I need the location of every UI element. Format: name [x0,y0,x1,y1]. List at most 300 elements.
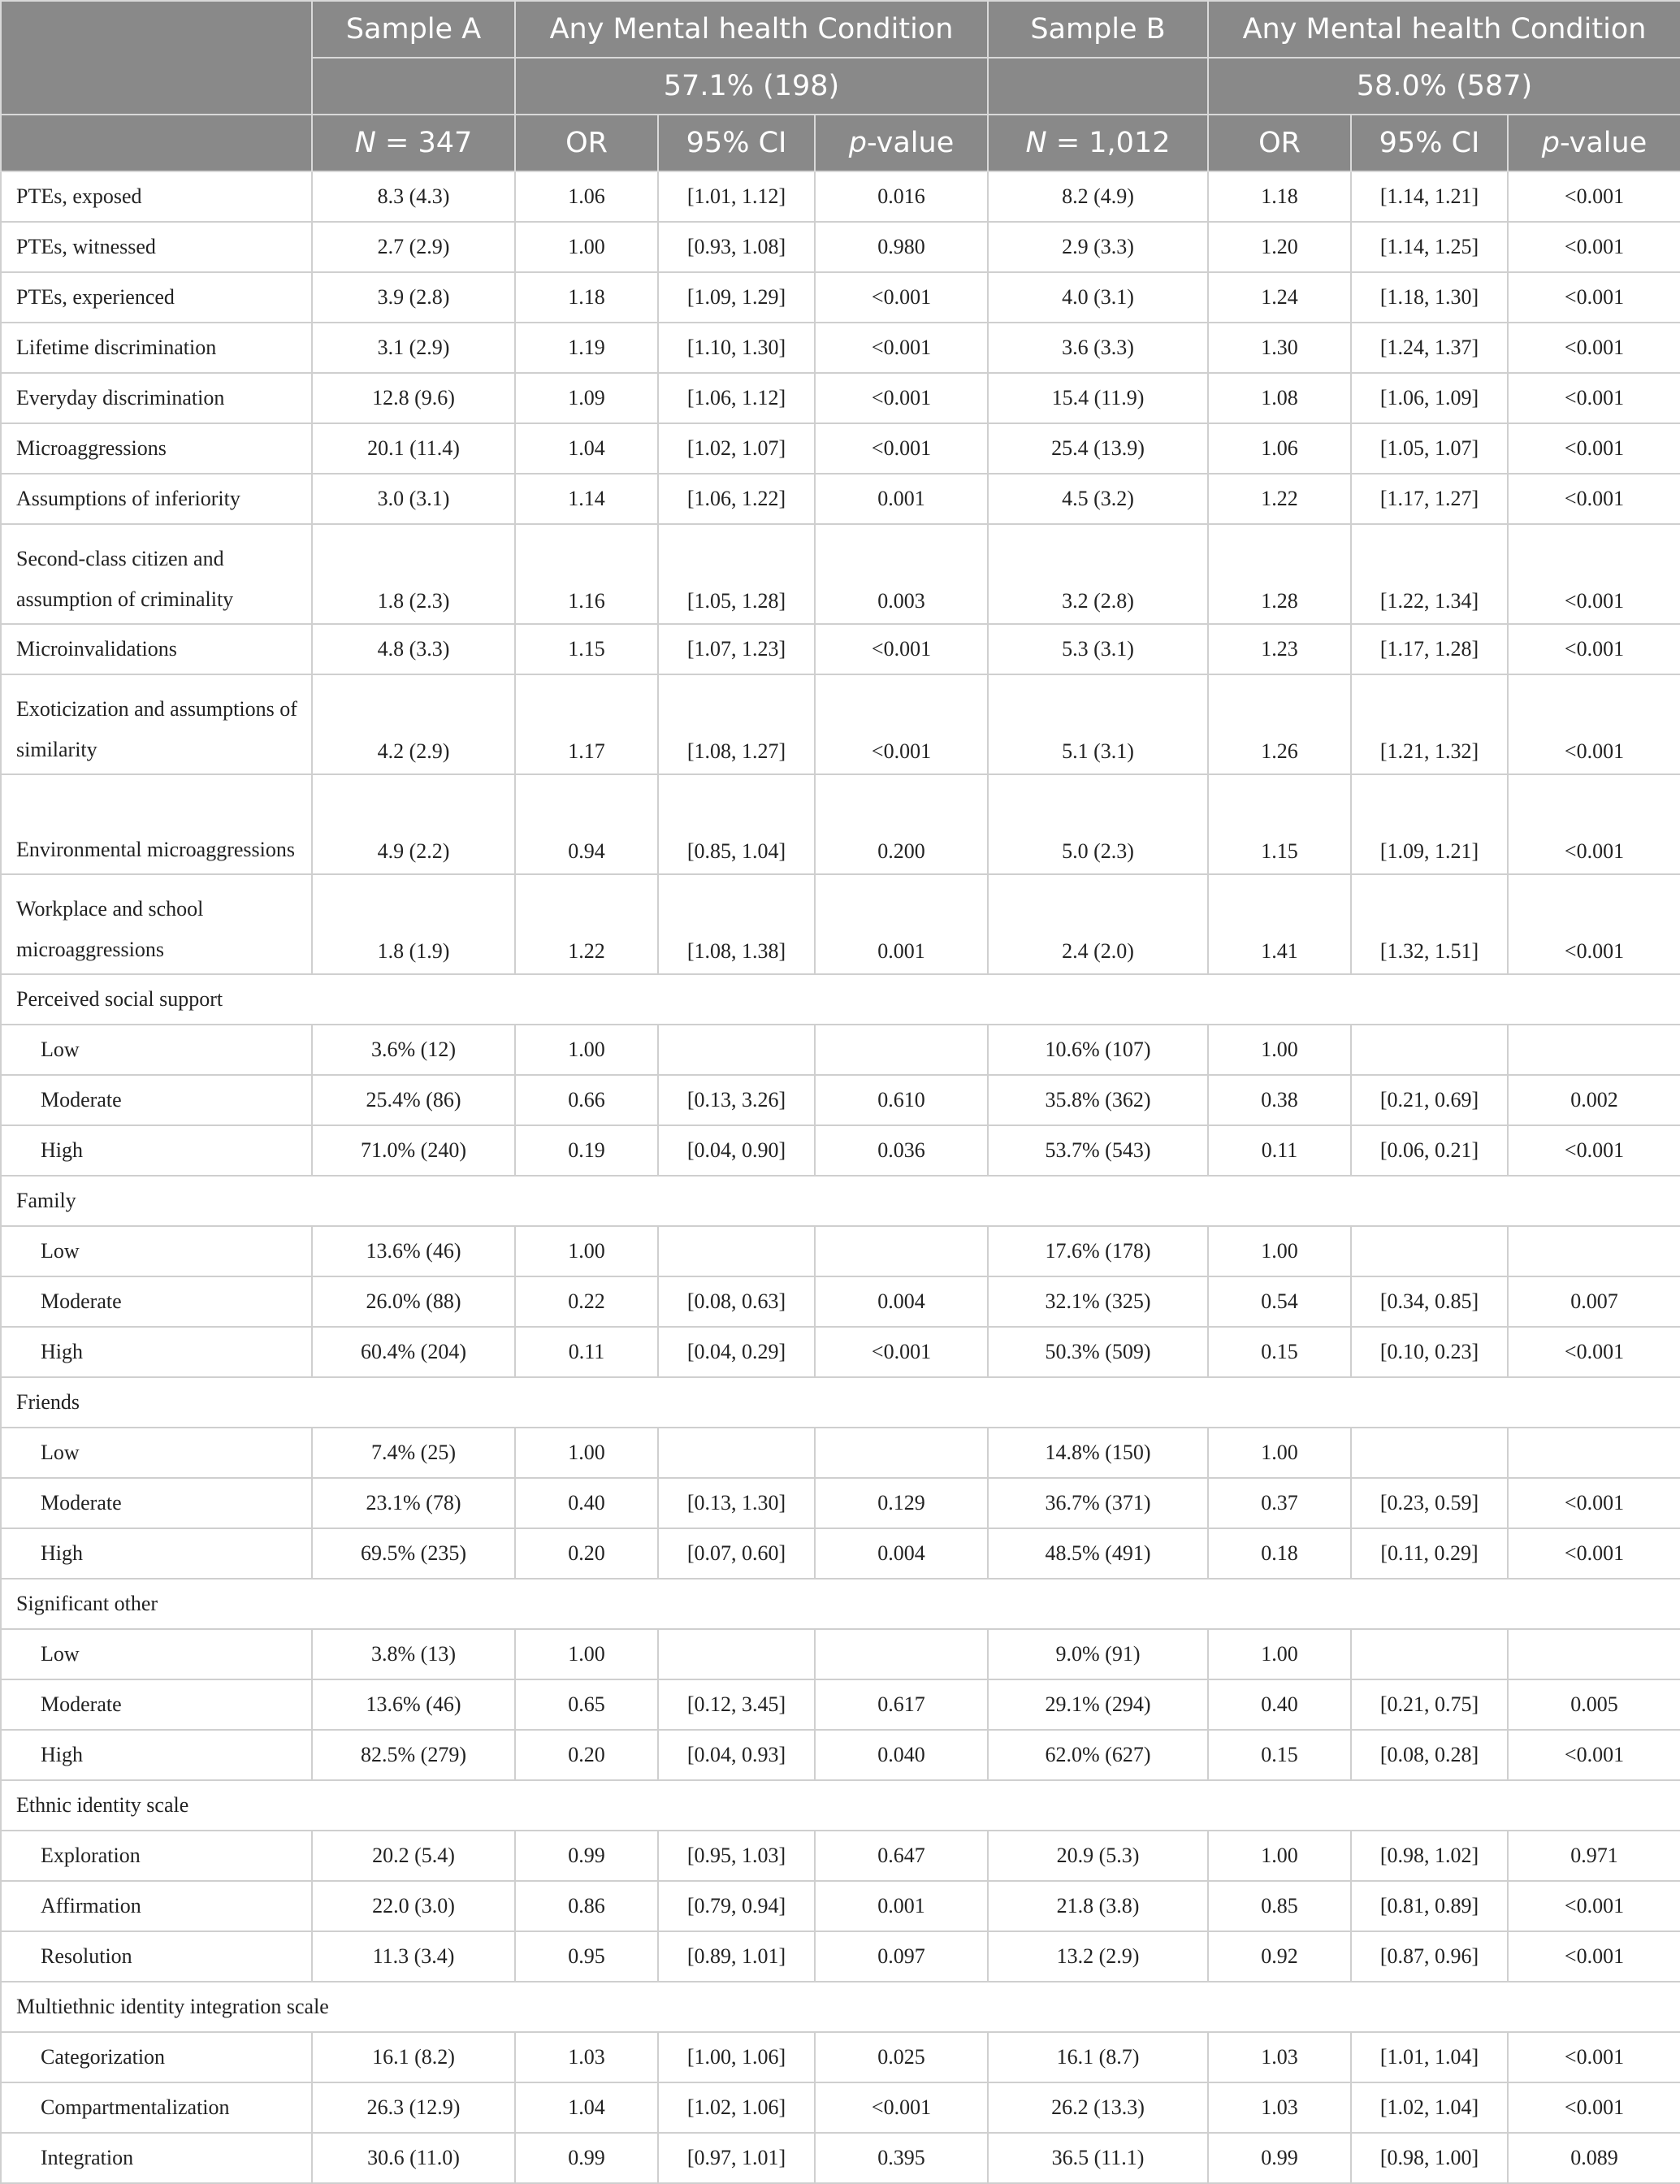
cell-ci-b: [0.98, 1.00] [1351,2133,1508,2183]
cell-sample-a-value: 4.8 (3.3) [312,624,515,674]
table-row [1,874,1680,974]
row-label: Categorization [1,2032,312,2082]
cell-sample-b-value: 3.2 (2.8) [988,524,1208,624]
row-label: Multiethnic identity integration scale [1,1982,1680,2032]
cell-or-a: 1.19 [515,323,658,373]
cell-ci-b [1351,1629,1508,1679]
cell-sample-a-value: 11.3 (3.4) [312,1931,515,1982]
cell-ci-a: [0.04, 0.29] [658,1327,815,1377]
cell-or-b: 1.22 [1208,474,1351,524]
cell-ci-a: [1.00, 1.06] [658,2032,815,2082]
cell-p-b: <0.001 [1508,1478,1680,1528]
header-n-a [312,115,515,171]
cell-sample-b-value: 20.9 (5.3) [988,1831,1208,1881]
cell-p-a: 0.647 [815,1831,988,1881]
table-row [1,373,1680,423]
cell-sample-b-value: 21.8 (3.8) [988,1881,1208,1931]
cell-or-a: 0.11 [515,1327,658,1377]
cell-ci-b: [1.09, 1.21] [1351,774,1508,874]
cell-p-b: <0.001 [1508,1881,1680,1931]
table-row [1,222,1680,272]
cell-sample-b-value: 2.9 (3.3) [988,222,1208,272]
cell-sample-b-value: 2.4 (2.0) [988,874,1208,974]
cell-ci-b: [1.18, 1.30] [1351,272,1508,323]
cell-sample-a-value: 4.9 (2.2) [312,774,515,874]
cell-sample-b-value: 16.1 (8.7) [988,2032,1208,2082]
cell-p-b: <0.001 [1508,2082,1680,2133]
cell-ci-b: [1.06, 1.09] [1351,373,1508,423]
header-n-a-label: N [354,127,376,159]
cell-p-a: 0.395 [815,2133,988,2183]
cell-or-b: 0.99 [1208,2133,1351,2183]
table-row [1,323,1680,373]
cell-sample-a-value: 3.8% (13) [312,1629,515,1679]
row-label: Resolution [1,1931,312,1982]
cell-or-b: 1.28 [1208,524,1351,624]
cell-ci-a [658,1629,815,1679]
table-row [1,974,1680,1025]
row-label: Everyday discrimination [1,373,312,423]
cell-or-b: 1.06 [1208,423,1351,474]
cell-or-a: 1.15 [515,624,658,674]
cell-sample-b-value: 10.6% (107) [988,1025,1208,1075]
cell-sample-b-value: 36.7% (371) [988,1478,1208,1528]
cell-ci-a: [1.08, 1.27] [658,674,815,774]
cell-ci-b: [1.01, 1.04] [1351,2032,1508,2082]
cell-sample-a-value: 30.6 (11.0) [312,2133,515,2183]
cell-p-a: 0.001 [815,1881,988,1931]
cell-or-b: 1.15 [1208,774,1351,874]
header-ci-b: 95% CI [1351,115,1508,171]
table-header [1,1,1680,171]
cell-or-a: 1.16 [515,524,658,624]
cell-or-b: 0.37 [1208,1478,1351,1528]
row-label: Microaggressions [1,423,312,474]
row-label: Compartmentalization [1,2082,312,2133]
cell-ci-b: [0.23, 0.59] [1351,1478,1508,1528]
cell-or-b: 1.26 [1208,674,1351,774]
table-body [1,171,1680,2183]
row-label: Low [1,1629,312,1679]
cell-or-a: 0.86 [515,1881,658,1931]
row-label: Moderate [1,1276,312,1327]
cell-ci-b: [0.21, 0.69] [1351,1075,1508,1125]
cell-p-b: 0.971 [1508,1831,1680,1881]
cell-or-a: 0.99 [515,2133,658,2183]
cell-sample-a-value: 3.6% (12) [312,1025,515,1075]
table-row [1,423,1680,474]
table-row [1,1528,1680,1579]
cell-p-a: <0.001 [815,624,988,674]
cell-ci-b: [0.11, 0.29] [1351,1528,1508,1579]
cell-or-a: 1.09 [515,373,658,423]
cell-ci-b: [0.21, 0.75] [1351,1679,1508,1730]
cell-ci-b: [1.32, 1.51] [1351,874,1508,974]
cell-or-a: 0.65 [515,1679,658,1730]
cell-p-a: 0.001 [815,474,988,524]
cell-or-b: 1.00 [1208,1226,1351,1276]
row-label: Exploration [1,1831,312,1881]
cell-ci-a: [0.93, 1.08] [658,222,815,272]
cell-ci-b: [1.17, 1.27] [1351,474,1508,524]
cell-ci-b: [0.10, 0.23] [1351,1327,1508,1377]
cell-or-a: 1.00 [515,1226,658,1276]
table-row [1,774,1680,874]
header-condition-b: Any Mental health Condition [1208,1,1680,58]
row-label: PTEs, exposed [1,171,312,222]
cell-or-a: 1.06 [515,171,658,222]
table-row [1,1881,1680,1931]
cell-p-b: 0.002 [1508,1075,1680,1125]
table-row [1,171,1680,222]
cell-ci-b: [1.24, 1.37] [1351,323,1508,373]
table-row [1,1629,1680,1679]
cell-p-b: <0.001 [1508,1327,1680,1377]
cell-sample-a-value: 16.1 (8.2) [312,2032,515,2082]
cell-ci-a: [0.13, 3.26] [658,1075,815,1125]
row-label: Assumptions of inferiority [1,474,312,524]
cell-or-a: 0.94 [515,774,658,874]
row-label: Moderate [1,1478,312,1528]
cell-p-a: 0.200 [815,774,988,874]
cell-sample-a-value: 7.4% (25) [312,1428,515,1478]
table-row [1,1226,1680,1276]
cell-ci-a: [1.06, 1.12] [658,373,815,423]
table-row [1,272,1680,323]
cell-p-b: <0.001 [1508,674,1680,774]
header-p-b-rest: -value [1559,127,1648,159]
cell-ci-a [658,1428,815,1478]
cell-or-b: 0.11 [1208,1125,1351,1176]
cell-ci-b: [0.87, 0.96] [1351,1931,1508,1982]
cell-or-b: 0.85 [1208,1881,1351,1931]
cell-or-a: 1.17 [515,674,658,774]
header-p-a-italic: p [848,127,867,159]
cell-p-b: <0.001 [1508,423,1680,474]
row-label: Perceived social support [1,974,1680,1025]
cell-p-a: <0.001 [815,272,988,323]
cell-or-b: 1.03 [1208,2032,1351,2082]
cell-ci-a: [0.85, 1.04] [658,774,815,874]
cell-or-a: 1.22 [515,874,658,974]
cell-or-b: 1.20 [1208,222,1351,272]
cell-p-b: <0.001 [1508,272,1680,323]
cell-sample-b-value: 48.5% (491) [988,1528,1208,1579]
cell-sample-a-value: 13.6% (46) [312,1226,515,1276]
table-row [1,2032,1680,2082]
cell-ci-b: [0.06, 0.21] [1351,1125,1508,1176]
cell-p-a: <0.001 [815,674,988,774]
cell-sample-a-value: 26.3 (12.9) [312,2082,515,2133]
cell-sample-a-value: 82.5% (279) [312,1730,515,1780]
header-p-b-italic: p [1541,127,1560,159]
cell-or-b: 1.00 [1208,1629,1351,1679]
cell-sample-a-value: 2.7 (2.9) [312,222,515,272]
row-label: High [1,1327,312,1377]
cell-ci-b: [0.34, 0.85] [1351,1276,1508,1327]
cell-sample-a-value: 8.3 (4.3) [312,171,515,222]
cell-p-a: 0.036 [815,1125,988,1176]
cell-sample-a-value: 3.1 (2.9) [312,323,515,373]
cell-p-a: <0.001 [815,1327,988,1377]
cell-ci-b: [1.14, 1.21] [1351,171,1508,222]
table-row [1,1831,1680,1881]
cell-p-a: 0.004 [815,1528,988,1579]
cell-p-b: <0.001 [1508,2032,1680,2082]
header-blank-cell [1,1,312,115]
table-row [1,1982,1680,2032]
row-label: PTEs, witnessed [1,222,312,272]
cell-sample-a-value: 1.8 (2.3) [312,524,515,624]
cell-p-a: 0.097 [815,1931,988,1982]
table-row [1,1276,1680,1327]
row-label: Family [1,1176,1680,1226]
cell-or-b: 0.18 [1208,1528,1351,1579]
header-or-b: OR [1208,115,1351,171]
cell-sample-a-value: 20.1 (11.4) [312,423,515,474]
cell-or-a: 1.00 [515,1428,658,1478]
row-label: Workplace and school microaggressions [1,874,312,974]
header-sample-a-spacer [312,58,515,115]
cell-ci-b: [1.14, 1.25] [1351,222,1508,272]
cell-ci-a: [0.04, 0.93] [658,1730,815,1780]
cell-sample-a-value: 12.8 (9.6) [312,373,515,423]
cell-p-a [815,1629,988,1679]
cell-ci-b [1351,1428,1508,1478]
row-label: PTEs, experienced [1,272,312,323]
cell-p-b: <0.001 [1508,524,1680,624]
cell-p-a: <0.001 [815,323,988,373]
table-row [1,474,1680,524]
cell-sample-b-value: 9.0% (91) [988,1629,1208,1679]
cell-sample-b-value: 26.2 (13.3) [988,2082,1208,2133]
cell-or-a: 1.00 [515,222,658,272]
row-label: High [1,1730,312,1780]
cell-or-b: 1.18 [1208,171,1351,222]
cell-p-a: <0.001 [815,423,988,474]
row-label: Affirmation [1,1881,312,1931]
cell-sample-a-value: 13.6% (46) [312,1679,515,1730]
cell-sample-b-value: 62.0% (627) [988,1730,1208,1780]
cell-ci-a: [1.08, 1.38] [658,874,815,974]
cell-or-b: 1.08 [1208,373,1351,423]
table-row [1,2133,1680,2183]
cell-p-a [815,1428,988,1478]
row-label: Ethnic identity scale [1,1780,1680,1831]
cell-ci-b: [1.05, 1.07] [1351,423,1508,474]
cell-or-b: 1.30 [1208,323,1351,373]
row-label: High [1,1125,312,1176]
cell-or-a: 0.20 [515,1730,658,1780]
table-row [1,1075,1680,1125]
cell-sample-b-value: 8.2 (4.9) [988,171,1208,222]
header-ci-a: 95% CI [658,115,815,171]
cell-p-b: <0.001 [1508,474,1680,524]
cell-or-a: 0.20 [515,1528,658,1579]
cell-ci-a: [0.07, 0.60] [658,1528,815,1579]
cell-sample-a-value: 1.8 (1.9) [312,874,515,974]
cell-or-b: 1.00 [1208,1831,1351,1881]
cell-or-b: 1.00 [1208,1428,1351,1478]
cell-ci-a: [0.04, 0.90] [658,1125,815,1176]
cell-sample-a-value: 60.4% (204) [312,1327,515,1377]
cell-ci-a [658,1226,815,1276]
cell-ci-b: [0.08, 0.28] [1351,1730,1508,1780]
cell-ci-a: [0.12, 3.45] [658,1679,815,1730]
cell-p-b: <0.001 [1508,874,1680,974]
header-condition-b-rate: 58.0% (587) [1208,58,1680,115]
cell-p-b [1508,1226,1680,1276]
cell-or-b: 1.03 [1208,2082,1351,2133]
cell-p-a: <0.001 [815,373,988,423]
cell-or-b: 1.00 [1208,1025,1351,1075]
cell-or-a: 1.03 [515,2032,658,2082]
cell-sample-a-value: 25.4% (86) [312,1075,515,1125]
row-label: High [1,1528,312,1579]
cell-sample-b-value: 4.5 (3.2) [988,474,1208,524]
cell-p-b: <0.001 [1508,171,1680,222]
cell-p-a: 0.004 [815,1276,988,1327]
cell-or-a: 1.00 [515,1025,658,1075]
cell-sample-a-value: 20.2 (5.4) [312,1831,515,1881]
table-row [1,1025,1680,1075]
cell-or-a: 0.66 [515,1075,658,1125]
cell-p-b [1508,1428,1680,1478]
cell-sample-b-value: 5.3 (3.1) [988,624,1208,674]
cell-ci-b [1351,1025,1508,1075]
row-label: Exoticization and assumptions of similarity [1,674,312,774]
cell-sample-b-value: 13.2 (2.9) [988,1931,1208,1982]
cell-ci-a: [0.97, 1.01] [658,2133,815,2183]
header-or-a: OR [515,115,658,171]
cell-sample-b-value: 35.8% (362) [988,1075,1208,1125]
cell-sample-b-value: 29.1% (294) [988,1679,1208,1730]
cell-ci-b: [1.22, 1.34] [1351,524,1508,624]
cell-or-b: 1.41 [1208,874,1351,974]
header-p-a [815,115,988,171]
cell-p-a [815,1025,988,1075]
cell-sample-b-value: 17.6% (178) [988,1226,1208,1276]
cell-p-a: 0.129 [815,1478,988,1528]
cell-or-b: 0.15 [1208,1327,1351,1377]
header-n-b-value: = 1,012 [1046,127,1171,159]
header-p-a-rest: -value [866,127,955,159]
cell-or-b: 1.23 [1208,624,1351,674]
cell-sample-b-value: 53.7% (543) [988,1125,1208,1176]
cell-p-a: 0.980 [815,222,988,272]
cell-sample-b-value: 15.4 (11.9) [988,373,1208,423]
cell-p-a: 0.003 [815,524,988,624]
cell-or-a: 0.19 [515,1125,658,1176]
header-p-b [1508,115,1680,171]
cell-p-a: <0.001 [815,2082,988,2133]
cell-or-b: 1.24 [1208,272,1351,323]
cell-ci-a: [1.07, 1.23] [658,624,815,674]
cell-p-b: <0.001 [1508,222,1680,272]
cell-sample-a-value: 3.9 (2.8) [312,272,515,323]
cell-p-b: <0.001 [1508,1125,1680,1176]
cell-p-a: 0.040 [815,1730,988,1780]
header-condition-a: Any Mental health Condition [515,1,988,58]
row-label: Lifetime discrimination [1,323,312,373]
table-row [1,1931,1680,1982]
cell-or-b: 0.92 [1208,1931,1351,1982]
cell-p-a: 0.610 [815,1075,988,1125]
header-sample-b-spacer [988,58,1208,115]
cell-sample-b-value: 36.5 (11.1) [988,2133,1208,2183]
cell-or-b: 0.54 [1208,1276,1351,1327]
cell-sample-b-value: 4.0 (3.1) [988,272,1208,323]
cell-or-b: 0.38 [1208,1075,1351,1125]
cell-ci-a: [1.01, 1.12] [658,171,815,222]
cell-ci-a: [1.02, 1.07] [658,423,815,474]
cell-ci-b: [1.21, 1.32] [1351,674,1508,774]
cell-sample-b-value: 3.6 (3.3) [988,323,1208,373]
cell-p-a: 0.025 [815,2032,988,2082]
cell-or-a: 1.18 [515,272,658,323]
row-label: Significant other [1,1579,1680,1629]
row-label: Microinvalidations [1,624,312,674]
cell-p-b: <0.001 [1508,1931,1680,1982]
cell-sample-a-value: 3.0 (3.1) [312,474,515,524]
cell-ci-b: [1.02, 1.04] [1351,2082,1508,2133]
header-sample-b: Sample B [988,1,1208,58]
table-row [1,1377,1680,1428]
cell-sample-b-value: 25.4 (13.9) [988,423,1208,474]
cell-ci-a: [1.02, 1.06] [658,2082,815,2133]
cell-ci-a: [0.89, 1.01] [658,1931,815,1982]
cell-p-b [1508,1025,1680,1075]
table-row [1,1730,1680,1780]
cell-sample-a-value: 69.5% (235) [312,1528,515,1579]
cell-sample-b-value: 50.3% (509) [988,1327,1208,1377]
cell-or-a: 1.00 [515,1629,658,1679]
table-row [1,1780,1680,1831]
cell-or-b: 0.40 [1208,1679,1351,1730]
table-row [1,1176,1680,1226]
row-label: Moderate [1,1075,312,1125]
cell-or-b: 0.15 [1208,1730,1351,1780]
header-n-a-value: = 347 [375,127,473,159]
row-label: Low [1,1226,312,1276]
row-label: Moderate [1,1679,312,1730]
header-sample-a: Sample A [312,1,515,58]
cell-p-a: 0.001 [815,874,988,974]
cell-p-b: <0.001 [1508,624,1680,674]
cell-sample-b-value: 5.0 (2.3) [988,774,1208,874]
table-row [1,624,1680,674]
cell-ci-b [1351,1226,1508,1276]
cell-sample-b-value: 14.8% (150) [988,1428,1208,1478]
cell-ci-a: [0.79, 0.94] [658,1881,815,1931]
cell-ci-b: [1.17, 1.28] [1351,624,1508,674]
cell-sample-a-value: 4.2 (2.9) [312,674,515,774]
cell-sample-b-value: 5.1 (3.1) [988,674,1208,774]
cell-or-a: 0.99 [515,1831,658,1881]
cell-p-b: 0.089 [1508,2133,1680,2183]
row-label: Environmental microaggressions [1,774,312,874]
cell-p-a: 0.617 [815,1679,988,1730]
cell-p-a [815,1226,988,1276]
cell-p-b: <0.001 [1508,1528,1680,1579]
cell-p-b: 0.007 [1508,1276,1680,1327]
table-row [1,1327,1680,1377]
header-n-b [988,115,1208,171]
cell-p-b: 0.005 [1508,1679,1680,1730]
cell-p-a: 0.016 [815,171,988,222]
table-row [1,1579,1680,1629]
cell-ci-a: [0.08, 0.63] [658,1276,815,1327]
